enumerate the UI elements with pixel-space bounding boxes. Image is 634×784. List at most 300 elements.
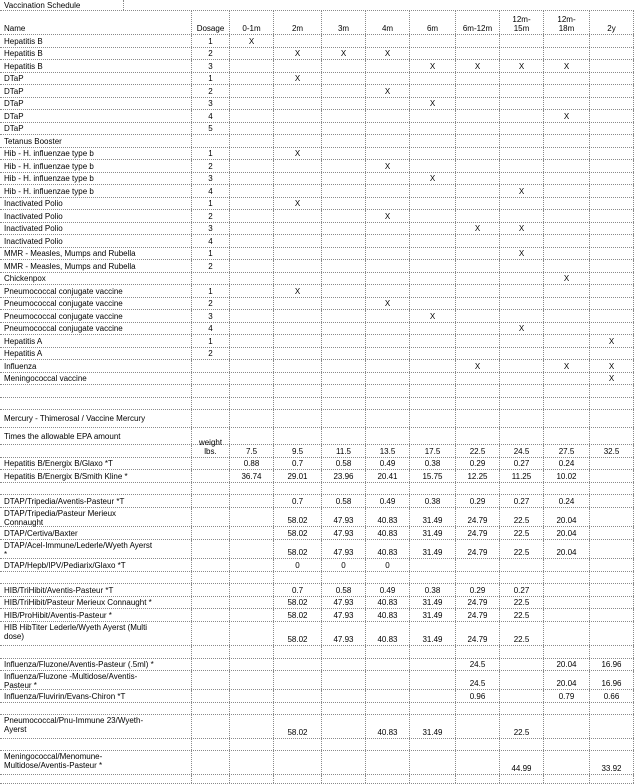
cell-text: X: [518, 249, 525, 258]
cell-text: X: [429, 174, 436, 183]
row-23-col-4: [322, 323, 366, 334]
row-10-col-3: [274, 160, 322, 172]
row-41-col-0: [0, 572, 192, 583]
row-42-col-9: [544, 584, 590, 596]
row-9-col-3: [274, 148, 322, 159]
cell-text: Influenza: [4, 361, 37, 371]
cell-text: 0.24: [558, 459, 575, 468]
row-22-col-2: [230, 310, 274, 322]
cell-text: 24.79: [467, 516, 488, 525]
row-28-col-9: [544, 385, 590, 397]
cell-text: 20.41: [377, 471, 398, 481]
cell-text: Hib - H. influenzae type b: [4, 186, 94, 196]
table-row: [0, 508, 634, 527]
row-2-col-4: [322, 60, 366, 72]
row-2-col-0: [0, 60, 192, 72]
row-45-col-0: [0, 622, 192, 645]
cell-text: 20.04: [556, 516, 577, 525]
row-21-col-10: [590, 298, 634, 309]
row-49-col-1: [192, 690, 230, 702]
row-35-col-8: [500, 483, 544, 494]
row-19-col-0: [0, 273, 192, 284]
table-row: [0, 60, 634, 73]
row-29-col-5: [366, 398, 410, 409]
row-37-col-10: [590, 508, 634, 526]
row-31-col-10: [590, 428, 634, 444]
cell-text: 3: [208, 174, 213, 183]
row-19-col-10: [590, 273, 634, 284]
row-32-col-0: [0, 445, 192, 457]
table-row: [0, 135, 634, 148]
cell-text: 17.5: [424, 447, 441, 456]
row-28-col-0: [0, 385, 192, 397]
row-11-col-4: [322, 173, 366, 184]
cell-text: 31.49: [422, 610, 443, 620]
row-29-col-10: [590, 398, 634, 409]
header-col-9: [544, 11, 590, 34]
cell-text: X: [294, 49, 301, 58]
cell-text: 20.04: [556, 548, 577, 557]
cell-text: 3m: [337, 24, 350, 33]
cell-text: 47.93: [333, 598, 354, 607]
row-34-col-0: [0, 470, 192, 482]
row-26-col-5: [366, 360, 410, 372]
row-28-col-5: [366, 385, 410, 397]
cell-text: Hib - H. influenzae type b: [4, 149, 94, 158]
row-54-col-9: [544, 775, 590, 783]
cell-text: 58.02: [287, 635, 308, 644]
row-11-col-8: [500, 173, 544, 184]
row-45-col-5: [366, 622, 410, 645]
row-35-col-3: [274, 483, 322, 494]
row-5-col-5: [366, 98, 410, 109]
row-20-col-9: [544, 285, 590, 297]
row-50-col-7: [456, 703, 500, 714]
row-20-col-7: [456, 285, 500, 297]
row-22-col-9: [544, 310, 590, 322]
row-38-col-2: [230, 527, 274, 539]
row-18-col-5: [366, 260, 410, 272]
row-14-col-0: [0, 210, 192, 222]
cell-text-line: 15m: [513, 24, 530, 33]
row-7-col-4: [322, 123, 366, 134]
row-54-col-2: [230, 775, 274, 783]
row-44-col-8: [500, 609, 544, 621]
cell-text: 58.02: [287, 598, 308, 607]
cell-text: X: [248, 36, 255, 46]
row-0-col-0: [0, 35, 192, 47]
row-24-col-3: [274, 335, 322, 347]
header-col-2: [230, 11, 274, 34]
row-20-col-6: [410, 285, 456, 297]
row-49-col-5: [366, 690, 410, 702]
row-43-col-5: [366, 597, 410, 608]
row-35-col-0: [0, 483, 192, 494]
row-24-col-10: [590, 335, 634, 347]
row-20-col-4: [322, 285, 366, 297]
row-16-col-6: [410, 235, 456, 247]
cell-text: X: [294, 74, 301, 83]
row-43-col-8: [500, 597, 544, 608]
row-47-col-9: [544, 659, 590, 670]
row-17-col-3: [274, 248, 322, 259]
row-22-col-6: [410, 310, 456, 322]
row-25-col-3: [274, 348, 322, 359]
cell-text: 16.96: [601, 679, 622, 688]
table-row: [0, 428, 634, 445]
row-23-col-6: [410, 323, 456, 334]
row-47-col-10: [590, 659, 634, 670]
row-20-col-0: [0, 285, 192, 297]
row-49-col-9: [544, 690, 590, 702]
row-35-col-1: [192, 483, 230, 494]
row-15-col-5: [366, 223, 410, 234]
row-6-col-9: [544, 110, 590, 122]
row-24-col-0: [0, 335, 192, 347]
cell-text: 0.38: [424, 585, 441, 595]
row-49-col-8: [500, 690, 544, 702]
row-14-col-6: [410, 210, 456, 222]
row-20-col-2: [230, 285, 274, 297]
header-col-6: [410, 11, 456, 34]
row-6-col-1: [192, 110, 230, 122]
row-14-col-1: [192, 210, 230, 222]
row-5-col-3: [274, 98, 322, 109]
cell-text: HIB/ProHibit/Aventis-Pasteur *: [4, 610, 112, 620]
row-46-col-1: [192, 646, 230, 658]
row-18-col-8: [500, 260, 544, 272]
row-52-col-10: [590, 739, 634, 750]
row-47-col-3: [274, 659, 322, 670]
cell-text: 47.93: [333, 516, 354, 525]
cell-text: X: [563, 111, 570, 121]
row-48-col-0: [0, 671, 192, 689]
cell-text: 4: [208, 236, 213, 246]
row-51-col-9: [544, 715, 590, 738]
row-14-col-2: [230, 210, 274, 222]
cell-text: Tetanus Booster: [4, 136, 62, 146]
row-28-col-4: [322, 385, 366, 397]
row-52-col-9: [544, 739, 590, 750]
row-4-col-5: [366, 85, 410, 97]
row-9-col-4: [322, 148, 366, 159]
row-7-col-1: [192, 123, 230, 134]
row-29-col-9: [544, 398, 590, 409]
row-40-col-8: [500, 559, 544, 571]
row-25-col-9: [544, 348, 590, 359]
row-21-col-6: [410, 298, 456, 309]
row-50-col-0: [0, 703, 192, 714]
row-41-col-7: [456, 572, 500, 583]
table-row: [0, 123, 634, 135]
row-54-col-0: [0, 775, 192, 783]
row-52-col-3: [274, 739, 322, 750]
row-1-col-1: [192, 48, 230, 59]
row-41-col-8: [500, 572, 544, 583]
row-30-col-0: [0, 410, 192, 427]
row-4-col-7: [456, 85, 500, 97]
row-46-col-6: [410, 646, 456, 658]
row-43-col-10: [590, 597, 634, 608]
row-7-col-9: [544, 123, 590, 134]
cell-text: 0-1m: [242, 24, 261, 33]
row-19-col-1: [192, 273, 230, 284]
row-18-col-4: [322, 260, 366, 272]
row-46-col-0: [0, 646, 192, 658]
row-25-col-4: [322, 348, 366, 359]
row-44-col-4: [322, 609, 366, 621]
row-54-col-7: [456, 775, 500, 783]
row-43-col-7: [456, 597, 500, 608]
header-col-5: [366, 11, 410, 34]
row-39-col-7: [456, 540, 500, 558]
cell-text: Hepatitis B/Energix B/Glaxo *T: [4, 459, 113, 468]
cell-text: 24.79: [467, 635, 488, 644]
cell-text: 58.02: [287, 728, 308, 737]
cell-text: 40.83: [377, 548, 398, 557]
row-7-col-3: [274, 123, 322, 134]
row-10-col-0: [0, 160, 192, 172]
table-row: [0, 198, 634, 210]
table-row: [0, 110, 634, 123]
cell-text: 20.04: [556, 528, 577, 538]
row-30-col-7: [456, 410, 500, 427]
cell-text: Inactivated Polio: [4, 211, 63, 221]
cell-text: DTAP/Tripedia/Aventis-Pasteur *T: [4, 496, 125, 506]
row-40-col-0: [0, 559, 192, 571]
header-col-7: [456, 11, 500, 34]
row-23-col-8: [500, 323, 544, 334]
row-53-col-1: [192, 751, 230, 774]
cell-text-line: DTAP/Tripedia/Pasteur Merieux: [4, 509, 117, 518]
row-16-col-1: [192, 235, 230, 247]
row-31-col-5: [366, 428, 410, 444]
cell-text: 0.27: [513, 585, 530, 595]
row-31-col-6: [410, 428, 456, 444]
row-2-col-7: [456, 60, 500, 72]
table-row: [0, 775, 634, 784]
row-12-col-0: [0, 185, 192, 197]
row-45-col-1: [192, 622, 230, 645]
table-row: [0, 310, 634, 323]
row-16-col-3: [274, 235, 322, 247]
cell-text: X: [384, 161, 391, 171]
sheet-title-text: Vaccination Schedule: [4, 0, 81, 10]
row-14-col-5: [366, 210, 410, 222]
row-23-col-7: [456, 323, 500, 334]
row-33-col-1: [192, 458, 230, 469]
row-0-col-6: [410, 35, 456, 47]
row-36-col-0: [0, 495, 192, 507]
row-7-col-8: [500, 123, 544, 134]
row-54-col-10: [590, 775, 634, 783]
row-21-col-2: [230, 298, 274, 309]
row-0-col-9: [544, 35, 590, 47]
row-53-col-8: [500, 751, 544, 774]
row-15-col-4: [322, 223, 366, 234]
row-24-col-1: [192, 335, 230, 347]
row-15-col-3: [274, 223, 322, 234]
row-53-col-9: [544, 751, 590, 774]
row-28-col-6: [410, 385, 456, 397]
row-26-col-4: [322, 360, 366, 372]
row-32-col-6: [410, 445, 456, 457]
row-9-col-9: [544, 148, 590, 159]
cell-text: 3: [208, 224, 213, 233]
row-6-col-6: [410, 110, 456, 122]
cell-text: X: [474, 361, 481, 371]
row-42-col-2: [230, 584, 274, 596]
row-31-col-0: [0, 428, 192, 444]
row-36-col-8: [500, 495, 544, 507]
row-53-col-6: [410, 751, 456, 774]
row-50-col-9: [544, 703, 590, 714]
row-34-col-2: [230, 470, 274, 482]
cell-text: Inactivated Polio: [4, 236, 63, 246]
cell-text: 6m-12m: [462, 24, 493, 33]
cell-text: 3: [208, 61, 213, 71]
row-53-col-7: [456, 751, 500, 774]
row-51-col-6: [410, 715, 456, 738]
row-34-col-8: [500, 470, 544, 482]
cell-text-line: Pasteur *: [4, 681, 37, 690]
cell-text: 7.5: [245, 447, 258, 456]
row-14-col-4: [322, 210, 366, 222]
row-44-col-2: [230, 609, 274, 621]
row-40-col-1: [192, 559, 230, 571]
row-33-col-7: [456, 458, 500, 469]
row-3-col-1: [192, 73, 230, 84]
cell-text: 0.58: [335, 459, 352, 468]
row-22-col-8: [500, 310, 544, 322]
cell-text: 2: [208, 261, 213, 271]
row-13-col-10: [590, 198, 634, 209]
cell-text: 24.5: [469, 679, 486, 688]
row-46-col-2: [230, 646, 274, 658]
row-33-col-3: [274, 458, 322, 469]
table-row: [0, 35, 634, 48]
row-38-col-3: [274, 527, 322, 539]
cell-text-line: Connaught: [4, 518, 44, 527]
row-37-col-0: [0, 508, 192, 526]
row-37-col-8: [500, 508, 544, 526]
row-43-col-3: [274, 597, 322, 608]
cell-text: 22.5: [513, 598, 530, 607]
row-15-col-0: [0, 223, 192, 234]
row-43-col-1: [192, 597, 230, 608]
cell-text: X: [518, 186, 525, 196]
cell-text: Hepatitis B: [4, 49, 43, 58]
row-17-col-7: [456, 248, 500, 259]
row-32-col-4: [322, 445, 366, 457]
row-27-col-1: [192, 373, 230, 384]
row-22-col-4: [322, 310, 366, 322]
row-39-col-4: [322, 540, 366, 558]
cell-text-line: weight: [198, 438, 223, 447]
cell-text: 0.29: [469, 496, 486, 506]
row-5-col-1: [192, 98, 230, 109]
row-44-col-3: [274, 609, 322, 621]
row-37-col-2: [230, 508, 274, 526]
row-3-col-4: [322, 73, 366, 84]
cell-text: 40.83: [377, 635, 398, 644]
row-28-col-7: [456, 385, 500, 397]
row-52-col-1: [192, 739, 230, 750]
table-row: [0, 671, 634, 690]
row-39-col-6: [410, 540, 456, 558]
cell-text: 24.79: [467, 548, 488, 557]
row-53-col-3: [274, 751, 322, 774]
row-29-col-8: [500, 398, 544, 409]
cell-text-line: dose): [4, 632, 25, 641]
row-19-col-2: [230, 273, 274, 284]
row-3-col-2: [230, 73, 274, 84]
row-54-col-1: [192, 775, 230, 783]
table-row: [0, 751, 634, 775]
cell-text: X: [340, 49, 347, 58]
cell-text: DTAP/Hepb/IPV/Pediarix/Glaxo *T: [4, 560, 126, 570]
row-16-col-5: [366, 235, 410, 247]
table-row: [0, 248, 634, 260]
table-row: [0, 385, 634, 398]
table-row: [0, 173, 634, 185]
cell-text: 24.79: [467, 610, 488, 620]
header-col-8: [500, 11, 544, 34]
row-5-col-6: [410, 98, 456, 109]
cell-text: 0.79: [558, 691, 575, 701]
row-8-col-7: [456, 135, 500, 147]
cell-text: 0.29: [469, 585, 486, 595]
row-1-col-7: [456, 48, 500, 59]
row-9-col-1: [192, 148, 230, 159]
row-50-col-4: [322, 703, 366, 714]
row-32-col-9: [544, 445, 590, 457]
cell-text: X: [563, 361, 570, 371]
cell-text: X: [384, 86, 391, 96]
cell-text: Hib - H. influenzae type b: [4, 174, 94, 183]
row-46-col-10: [590, 646, 634, 658]
row-37-col-4: [322, 508, 366, 526]
row-8-col-9: [544, 135, 590, 147]
cell-text: 9.5: [291, 447, 304, 456]
row-30-col-6: [410, 410, 456, 427]
row-23-col-2: [230, 323, 274, 334]
row-27-col-4: [322, 373, 366, 384]
row-13-col-0: [0, 198, 192, 209]
row-34-col-7: [456, 470, 500, 482]
row-26-col-10: [590, 360, 634, 372]
row-32-col-3: [274, 445, 322, 457]
header-col-0: [0, 11, 192, 34]
row-6-col-2: [230, 110, 274, 122]
row-24-col-8: [500, 335, 544, 347]
row-4-col-4: [322, 85, 366, 97]
row-26-col-2: [230, 360, 274, 372]
cell-text: 4m: [381, 24, 394, 33]
row-2-col-9: [544, 60, 590, 72]
cell-text: 13.5: [379, 447, 396, 456]
row-39-col-1: [192, 540, 230, 558]
row-39-col-10: [590, 540, 634, 558]
row-17-col-4: [322, 248, 366, 259]
row-54-col-4: [322, 775, 366, 783]
cell-text: Times the allowable EPA amount: [4, 431, 121, 441]
cell-text: 33.92: [601, 764, 622, 773]
row-11-col-9: [544, 173, 590, 184]
row-35-col-10: [590, 483, 634, 494]
row-15-col-6: [410, 223, 456, 234]
cell-text: 22.5: [513, 635, 530, 644]
